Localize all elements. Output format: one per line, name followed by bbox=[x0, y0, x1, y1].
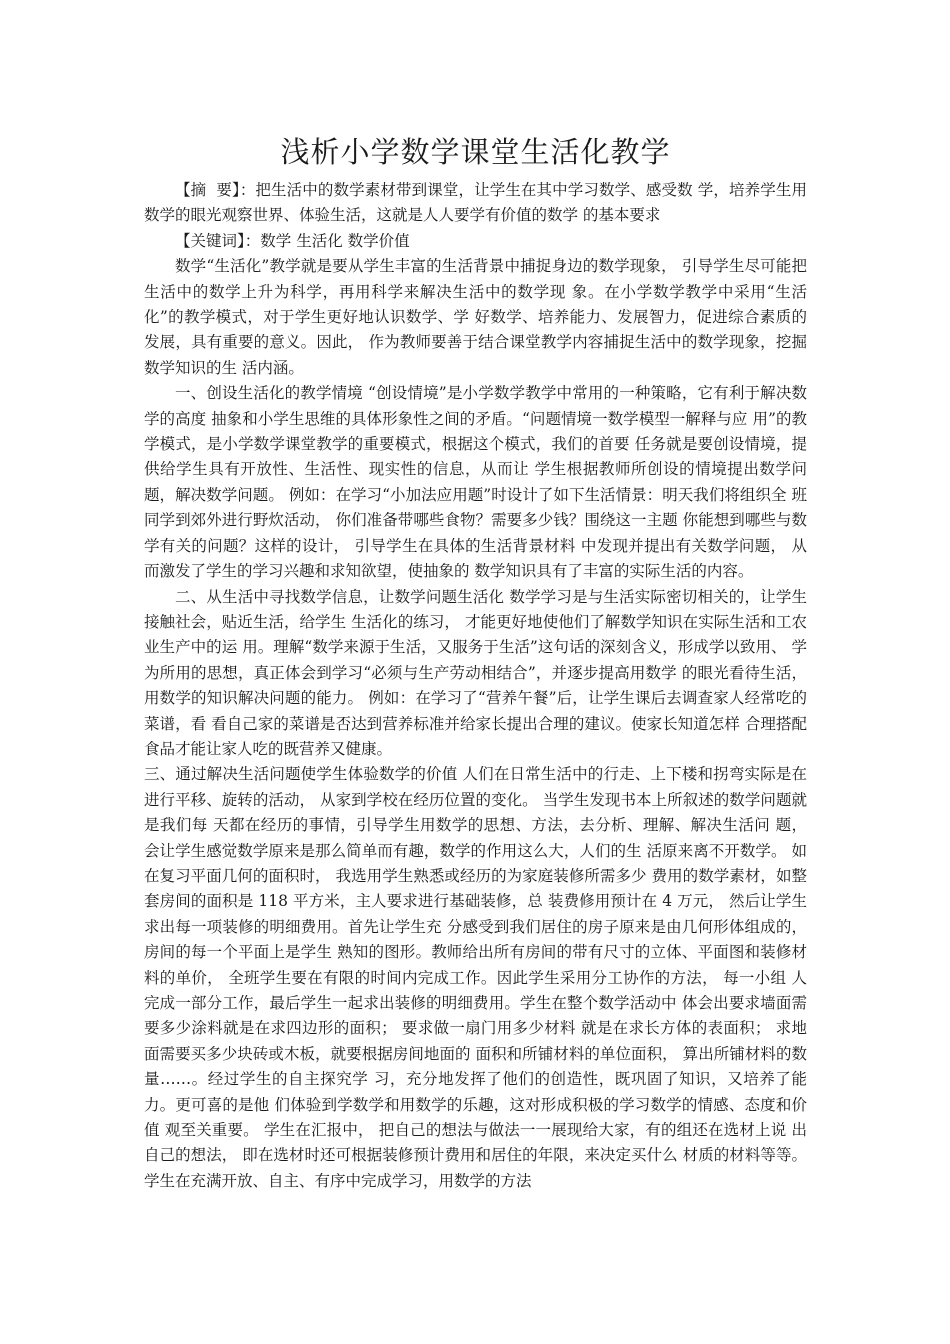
keywords-text: ：数学 生活化 数学价值 bbox=[244, 231, 410, 250]
abstract-paragraph bbox=[144, 178, 807, 229]
section-3-paragraph: 三、通过解决生活问题使学生体验数学的价值 人们在日常生活中的行走、上下楼和拐弯实际是在进行平移、旋转的活动， 从家到学校在经历位置的变化。 当学生发现书本上所叙述的数学问题就是我们每 天都在经历的事情，引导学生用数学的思想、方法，去分析、理解、解决生活问 题， 会让学生感觉数学原来是那么简单而有趣，数学的作用这么大，人们的生 活原来离不开数学。 如在复习平面几何的面积时， 我选用学生熟悉或经历的为家庭装修所需多少 费用的数学素材，如整套房间的面积是 118 平方米，主人要求进行基础装修，总 装费修用预计在 4 万元， 然后让学生求出每一项装修的明细费用。首先让学生充 分感受到我们居住的房子原来是由几何形体组成的， 房间的每一个平面上是学生 熟知的图形。教师给出所有房间的带有尺寸的立体、平面图和装修材料的单价， 全班学生要在有限的时间内完成工作。因此学生采用分工协作的方法， 每一小组 人完成一部分工作，最后学生一起求出装修的明细费用。学生在整个数学活动中 体会出要求墙面需要多少涂料就是在求四边形的面积； 要求做一扇门用多少材料 就是在求长方体的表面积； 求地面需要买多少块砖或木板，就要根据房间地面的 面积和所铺材料的单位面积， 算出所铺材料的数量……。经过学生的自主探究学 习，充分地发挥了他们的创造性，既巩固了知识，又培养了能力。更可喜的是他 们体验到学数学和用数学的乐趣，这对形成积极的学习数学的情感、态度和价值 观至关重要。 学生在汇报中， 把自己的想法与做法一一展现给大家，有的组还在选材上说 出自己的想法， 即在选材时还可根据装修预计费用和居住的年限，来决定买什么 材质的材料等等。学生在充满开放、自主、有序中完成学习，用数学的方法 bbox=[144, 765, 807, 1190]
keywords-paragraph bbox=[144, 229, 807, 254]
abstract-text: ：把生活中的数学素材带到课堂，让学生在其中学习数学、感受数 学，培养学生用数学的眼光观察世界、体验生活，这就是人人要学有价值的数学 的基本要求 bbox=[144, 181, 807, 225]
intro-paragraph: 数学“生活化”教学就是要从学生丰富的生活背景中捕捉身边的数学现象， 引导学生尽可能把生活中的数学上升为科学，再用科学来解决生活中的数学现 象。在小学数学教学中采用“生活化”的教学模式，对于学生更好地认识数学、学 好数学、培养能力、发展智力，促进综合素质的发展，具有重要的意义。因此， 作为教师要善于结合课堂教学内容捕捉生活中的数学现象，挖掘数学知识的生 活内涵。 bbox=[144, 257, 807, 377]
section-1-paragraph: 一、创设生活化的教学情境 “创设情境”是小学数学教学中常用的一种策略，它有利于解决数学的高度 抽象和小学生思维的具体形象性之间的矛盾。“问题情境一数学模型一解释与应 用”的教学模式，是小学数学课堂教学的重要模式，根据这个模式，我们的首要 任务就是要创设情境，提供给学生具有开放性、生活性、现实性的信息，从而让 学生根据教师所创设的情境提出数学问题，解决数学问题。 例如：在学习“小加法应用题”时设计了如下生活情景：明天我们将组织全 班同学到郊外进行野炊活动， 你们准备带哪些食物？需要多少钱？围绕这一主题 你能想到哪些与数学有关的问题？这样的设计， 引导学生在具体的生活背景材料 中发现并提出有关数学问题， 从而激发了学生的学习兴趣和求知欲望，使抽象的 数学知识具有了丰富的实际生活的内容。 bbox=[144, 384, 807, 581]
page-title: 浅析小学数学课堂生活化教学 bbox=[280, 135, 671, 169]
document-body bbox=[144, 132, 807, 1194]
keywords-label: 【关键词】 bbox=[175, 231, 245, 250]
abstract-label: 【摘 要】 bbox=[175, 181, 240, 199]
section-2-paragraph: 二、从生活中寻找数学信息，让数学问题生活化 数学学习是与生活实际密切相关的，让学生接触社会，贴近生活，给学生 生活化的练习， 才能更好地使他们了解数学知识在实际生活和工农业生产中的运 用。理解“数学来源于生活，又服务于生活”这句话的深刻含义，形成学以致用、 学为所用的思想，真正体会到学习“必须与生产劳动相结合”，并逐步提高用数学 的眼光看待生活，用数学的知识解决问题的能力。 例如：在学习了“营养午餐”后，让学生课后去调查家人经常吃的菜谱，看 看自己家的菜谱是否达到营养标准并给家长提出合理的建议。使家长知道怎样 合理搭配食品才能让家人吃的既营养又健康。 bbox=[144, 587, 807, 758]
